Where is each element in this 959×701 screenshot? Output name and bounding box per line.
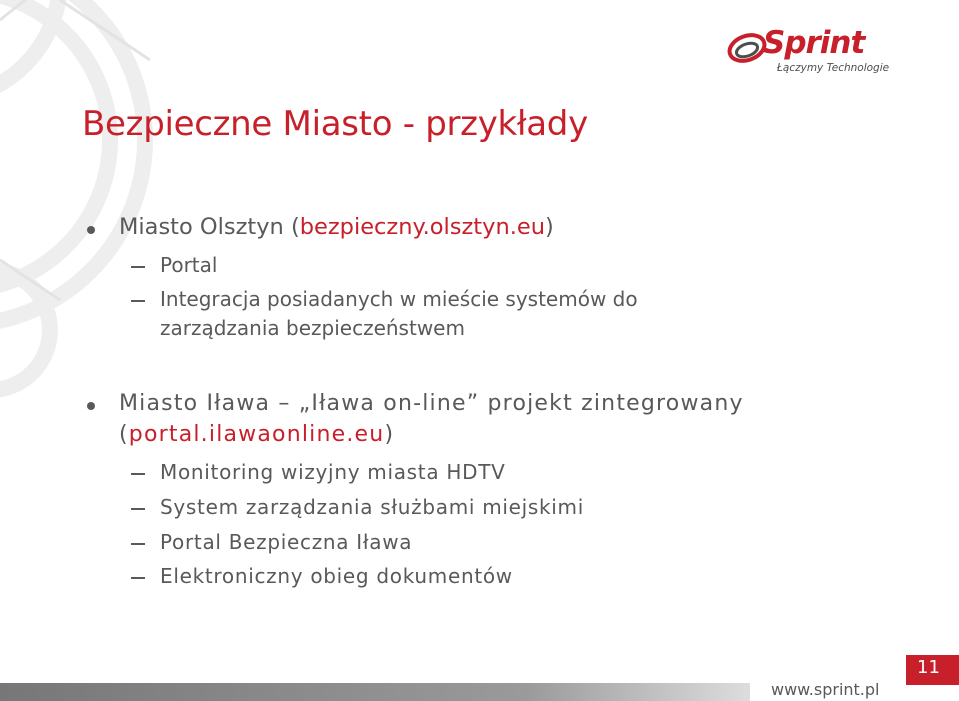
bullet-olsztyn-close: ) <box>544 214 554 240</box>
logo-tagline: Łączymy Technologie <box>777 62 890 74</box>
ilawa-link[interactable]: portal.ilawaonline.eu <box>128 422 385 447</box>
olsztyn-link[interactable]: bezpieczny.olsztyn.eu <box>299 214 545 240</box>
sub-dash <box>131 300 145 302</box>
sub-item: System zarządzania służbami miejskimi <box>160 495 584 519</box>
sprint-logo <box>725 26 890 82</box>
bullet-olsztyn-text: Miasto Olsztyn ( <box>119 214 300 240</box>
slide-title: Bezpieczne Miasto - przykłady <box>82 104 588 144</box>
sub-item-continuation: zarządzania bezpieczeństwem <box>160 316 465 340</box>
sub-item: Integracja posiadanych w mieście systemów do <box>160 287 638 311</box>
sub-dash <box>131 473 145 475</box>
sub-dash <box>131 508 145 510</box>
bullet-ilawa-line2 <box>119 422 394 447</box>
corner-circles-decoration <box>0 0 145 390</box>
sub-item: Monitoring wizyjny miasta HDTV <box>160 460 506 484</box>
sub-dash <box>131 577 145 579</box>
bullet-marker <box>87 226 95 234</box>
sub-item: Elektroniczny obieg dokumentów <box>160 564 513 588</box>
sub-item: Portal Bezpieczna Iława <box>160 530 413 554</box>
bullet-marker <box>87 402 95 410</box>
footer-bar <box>0 683 750 701</box>
footer-url: www.sprint.pl <box>771 680 880 699</box>
page-number: 11 <box>917 657 940 678</box>
bullet-ilawa-open: ( <box>119 422 129 447</box>
bullet-ilawa: Miasto Iława – „Iława on-line” projekt zintegrowany <box>119 391 744 416</box>
sub-item: Portal <box>160 253 218 277</box>
sub-dash <box>131 543 145 545</box>
bullet-olsztyn <box>119 214 554 240</box>
logo-wordmark: Sprint <box>763 25 865 61</box>
sub-dash <box>131 266 145 268</box>
bullet-ilawa-close: ) <box>384 422 395 447</box>
